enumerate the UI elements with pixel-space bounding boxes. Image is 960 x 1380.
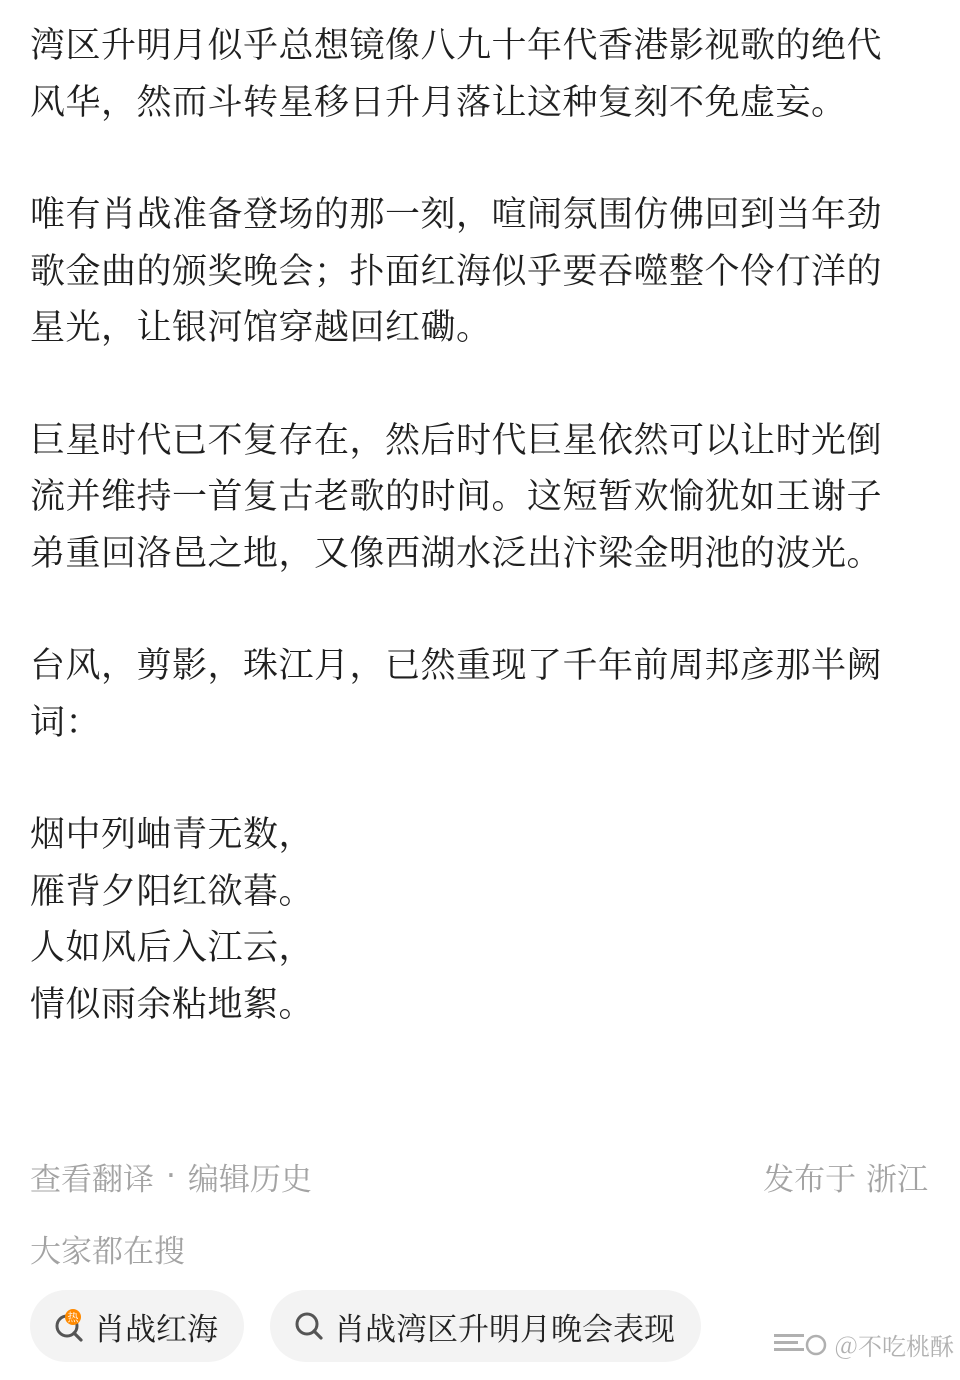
meta-separator: · bbox=[166, 1158, 176, 1194]
watermark bbox=[772, 1327, 954, 1362]
post-body bbox=[30, 18, 910, 1033]
poem-line: 烟中列岫青无数， bbox=[30, 815, 315, 855]
search-chip-hot[interactable] bbox=[30, 1290, 244, 1362]
poem-line: 雁背夕阳红欲暮。 bbox=[30, 871, 315, 912]
post-location: 发布于 浙江 bbox=[763, 1161, 928, 1198]
edit-history-link[interactable]: 编辑历史 bbox=[187, 1161, 312, 1198]
post-meta-row bbox=[30, 1152, 928, 1200]
poem-line: 情似雨余粘地絮。 bbox=[30, 984, 315, 1025]
paragraph-gap bbox=[30, 582, 910, 638]
hot-search-icon bbox=[52, 1309, 86, 1343]
post-meta-links bbox=[30, 1154, 312, 1199]
post-paragraph-1: 湾区升明月似乎总想镜像八九十年代香港影视歌的绝代风华，然而斗转星移日升月落让这种复刻不免虚妄。 bbox=[30, 26, 883, 123]
search-icon bbox=[292, 1309, 326, 1343]
poem-line: 人如风后入江云， bbox=[30, 928, 315, 968]
trending-search-chips bbox=[30, 1290, 701, 1362]
post-paragraph-4: 台风，剪影，珠江月，已然重现了千年前周邦彦那半阙词： bbox=[30, 646, 883, 743]
hot-badge-text: 热 bbox=[67, 1311, 79, 1324]
paragraph-gap bbox=[30, 131, 910, 187]
watermark-text: ＠不吃桃酥 bbox=[834, 1333, 954, 1361]
search-chip-label: 肖战红海 bbox=[94, 1311, 218, 1348]
weibo-logo-icon bbox=[772, 1332, 828, 1358]
poem bbox=[30, 807, 910, 1033]
post-paragraph-3: 巨星时代已不复存在，然后时代巨星依然可以让时光倒流并维持一首复古老歌的时间。这短暂欢愉犹如王谢子弟重回洛邑之地，又像西湖水泛出汴梁金明池的波光。 bbox=[30, 420, 883, 574]
post-paragraph-2: 唯有肖战准备登场的那一刻，喧闹氛围仿佛回到当年劲歌金曲的颁奖晚会；扑面红海似乎要吞噬整个伶仃洋的星光，让银河馆穿越回红磡。 bbox=[30, 195, 883, 348]
view-translation-link[interactable]: 查看翻译 bbox=[30, 1161, 154, 1198]
paragraph-gap bbox=[30, 751, 910, 807]
search-chip-label: 肖战湾区升明月晚会表现 bbox=[334, 1311, 675, 1348]
trending-search-heading: 大家都在搜 bbox=[30, 1234, 185, 1270]
search-chip-query[interactable] bbox=[270, 1290, 701, 1362]
paragraph-gap bbox=[30, 357, 910, 413]
